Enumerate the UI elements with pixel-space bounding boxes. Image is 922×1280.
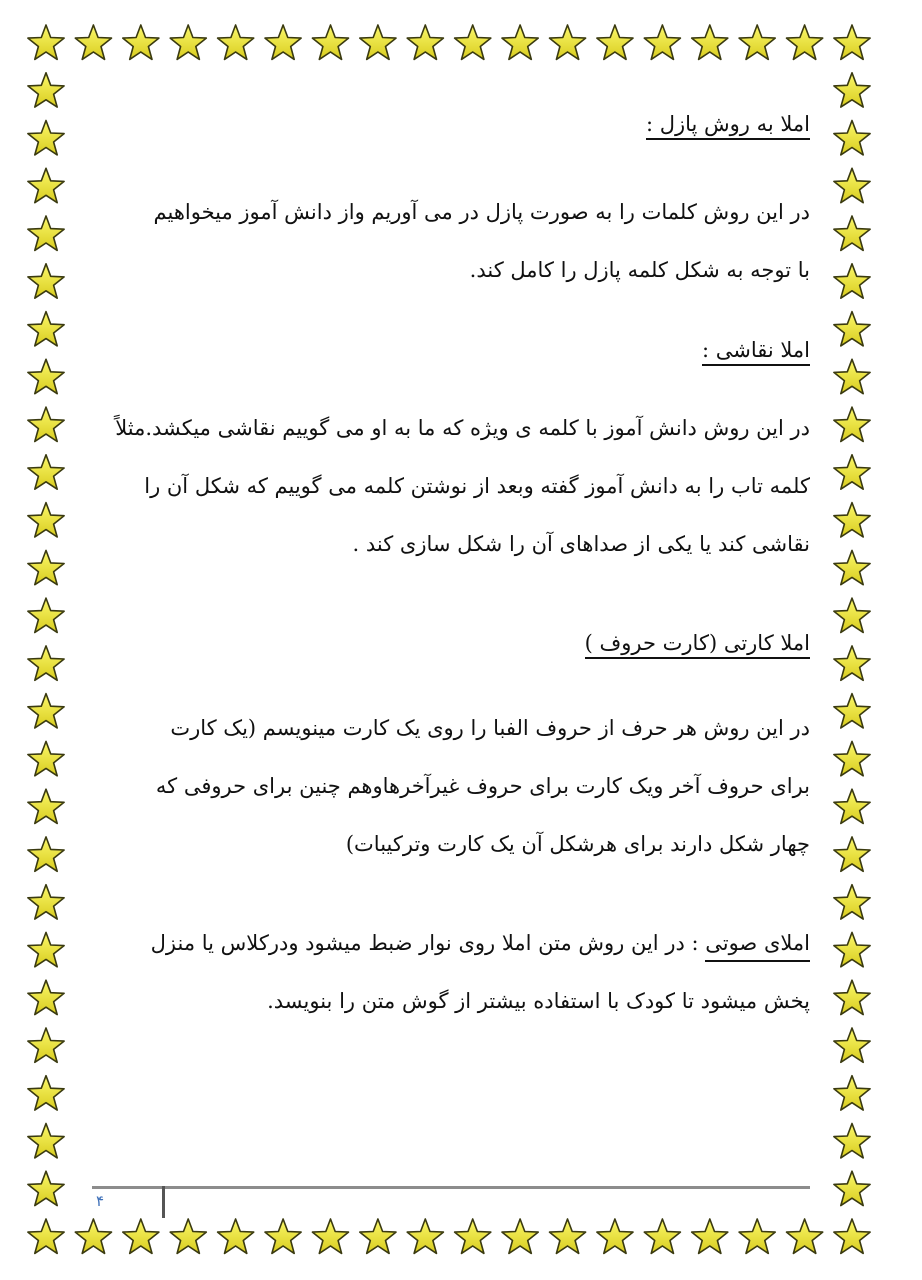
star-icon (218, 1219, 254, 1253)
star-icon (597, 1219, 633, 1253)
star-icon (170, 1219, 206, 1253)
star-icon (28, 980, 64, 1014)
star-icon (834, 694, 870, 728)
star-icon (123, 1219, 159, 1253)
star-icon (455, 25, 491, 59)
star-icon (28, 1219, 64, 1253)
star-icon (28, 550, 64, 584)
star-icon (834, 1219, 870, 1253)
star-icon (787, 25, 823, 59)
star-icon (28, 25, 64, 59)
star-icon (28, 73, 64, 107)
heading-audio-dictation: املای صوتی (705, 929, 810, 962)
star-icon (834, 73, 870, 107)
star-icon (28, 1124, 64, 1158)
star-icon (550, 25, 586, 59)
star-icon (644, 1219, 680, 1253)
star-icon (28, 503, 64, 537)
star-icon (834, 168, 870, 202)
star-icon (834, 980, 870, 1014)
star-icon (265, 25, 301, 59)
star-icon (834, 1028, 870, 1062)
star-icon (692, 25, 728, 59)
star-icon (834, 25, 870, 59)
paragraph-puzzle-dictation (100, 184, 810, 300)
star-icon (834, 598, 870, 632)
paragraph-line: چهار شکل دارند برای هرشکل آن یک کارت وترکیبات) (345, 831, 810, 856)
heading-drawing-dictation: املا نقاشی : (702, 338, 810, 366)
star-icon (407, 1219, 443, 1253)
star-icon (834, 550, 870, 584)
star-icon (28, 168, 64, 202)
star-icon (75, 25, 111, 59)
star-icon (644, 25, 680, 59)
star-icon (170, 25, 206, 59)
star-icon (28, 646, 64, 680)
star-icon (502, 1219, 538, 1253)
star-icon (360, 25, 396, 59)
star-icon (834, 789, 870, 823)
paragraph-audio-dictation (100, 915, 810, 1031)
star-icon (75, 1219, 111, 1253)
star-icon (834, 1076, 870, 1110)
paragraph-line: نقاشی کند یا یکی از صداهای آن را شکل سازی کند . (352, 531, 810, 556)
star-icon (502, 25, 538, 59)
footer-divider (162, 1186, 165, 1218)
star-icon (312, 25, 348, 59)
star-icon (597, 25, 633, 59)
heading-card-dictation: املا کارتی (کارت حروف ) (585, 631, 810, 659)
star-icon (312, 1219, 348, 1253)
page-number: ۴ (96, 1192, 105, 1210)
star-icon (739, 25, 775, 59)
star-icon (834, 407, 870, 441)
star-icon (28, 741, 64, 775)
star-icon (834, 264, 870, 298)
star-icon (28, 455, 64, 489)
star-icon (834, 1124, 870, 1158)
paragraph-line: در این روش هر حرف از حروف الفبا را روی یک کارت مینویسم (یک کارت (170, 716, 810, 740)
star-icon (123, 25, 159, 59)
star-icon (692, 1219, 728, 1253)
star-icon (360, 1219, 396, 1253)
footer-rule (92, 1186, 810, 1189)
star-icon (28, 1171, 64, 1205)
star-icon (550, 1219, 586, 1253)
star-icon (28, 312, 64, 346)
star-icon (407, 25, 443, 59)
star-icon (28, 885, 64, 919)
star-icon (28, 1028, 64, 1062)
paragraph-line: پخش میشود تا کودک با استفاده بیشتر از گوش متن را بنویسد. (267, 988, 810, 1013)
star-icon (28, 121, 64, 155)
star-icon (834, 646, 870, 680)
star-icon (834, 121, 870, 155)
star-icon (739, 1219, 775, 1253)
star-icon (28, 359, 64, 393)
star-icon (28, 694, 64, 728)
star-icon (28, 598, 64, 632)
star-icon (834, 932, 870, 966)
star-icon (787, 1219, 823, 1253)
paragraph-line: برای حروف آخر ویک کارت برای حروف غیرآخرهاوهم چنین برای حروفی که (155, 773, 810, 798)
star-icon (28, 407, 64, 441)
star-icon (455, 1219, 491, 1253)
star-icon (834, 312, 870, 346)
star-icon (28, 789, 64, 823)
star-icon (834, 359, 870, 393)
star-icon (28, 932, 64, 966)
paragraph-card-dictation (100, 700, 810, 873)
star-icon (28, 837, 64, 871)
star-icon (834, 455, 870, 489)
star-icon (834, 1171, 870, 1205)
star-icon (834, 503, 870, 537)
paragraph-line: در این روش کلمات را به صورت پازل در می آوریم واز دانش آموز میخواهیم (153, 200, 810, 224)
star-icon (265, 1219, 301, 1253)
paragraph-drawing-dictation (100, 400, 810, 573)
heading-puzzle-dictation: املا به روش پازل : (646, 112, 810, 140)
audio-dictation-inline-text: : در این روش متن املا روی نوار ضبط میشود ودرکلاس یا منزل (150, 931, 706, 955)
star-icon (28, 264, 64, 298)
paragraph-line (100, 915, 810, 973)
paragraph-line: کلمه تاب را به دانش آموز گفته وبعد از نوشتن کلمه می گوییم که شکل آن را (144, 473, 810, 498)
paragraph-line: در این روش دانش آموز با کلمه ی ویژه که ما به او می گوییم نقاشی میکشد.مثلاً (115, 416, 810, 440)
star-icon (28, 216, 64, 250)
star-icon (28, 1076, 64, 1110)
paragraph-line: با توجه به شکل کلمه پازل را کامل کند. (469, 257, 810, 282)
star-icon (834, 741, 870, 775)
star-icon (218, 25, 254, 59)
star-icon (834, 885, 870, 919)
star-icon (834, 216, 870, 250)
star-icon (834, 837, 870, 871)
